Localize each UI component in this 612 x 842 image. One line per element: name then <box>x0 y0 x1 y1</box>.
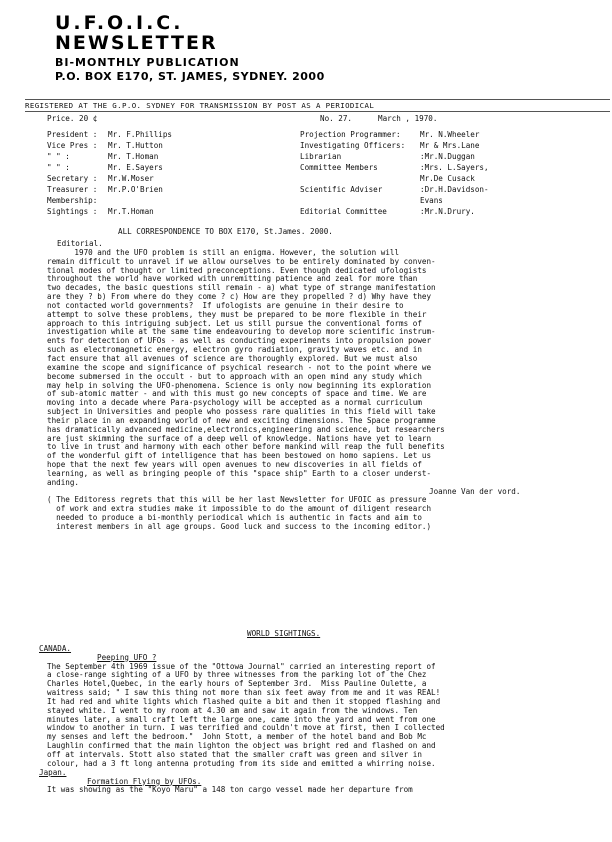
issue-price: Price. 20 ¢ <box>47 114 98 123</box>
editorial-line: two decades, the basic questions still remain - a) what type of strange manifestation <box>47 283 436 293</box>
report-line: It had red and white lights which flashed quite a bit and then it stopped flashing and <box>47 696 441 706</box>
officer-role: Treasurer : <box>47 185 98 194</box>
sightings-section <box>39 629 602 795</box>
report-line: stayed white. I went to my room at 4.30 am and saw it again from the windows. Ten <box>47 705 418 715</box>
country-canada: CANADA. <box>39 643 72 653</box>
canada-report <box>47 663 602 769</box>
editor-note-line: interest members in all age groups. Good luck and success to the incoming editor.) <box>47 522 432 531</box>
country-japan: Japan. <box>39 767 67 777</box>
editor-note <box>47 496 602 531</box>
officer-name: Mr.T.Homan <box>108 207 154 216</box>
issue-number: No. 27. <box>320 114 353 123</box>
editorial-line: subject in Universities and people who possess rare qualities in this field will take <box>47 407 436 417</box>
officer-name: Mr. T.Hutton <box>108 141 163 150</box>
editorial-line: are just skimming the surface of a deep well of knowledge. Nations have yet to learn <box>47 433 432 443</box>
masthead <box>55 14 325 83</box>
editorial-line: may help in solving the UFO-phenomena. Science is only now beginning its exploration <box>47 380 432 390</box>
officer-name: :Mrs. L.Sayers, <box>420 163 489 172</box>
editorial-line: approach to this intriguing subject. Let us still pursue the conventional forms of <box>47 318 422 328</box>
registration-banner: REGISTERED AT THE G.P.O. SYDNEY FOR TRANSMISSION BY POST AS A PERIODICAL <box>25 99 610 112</box>
editorial-line: has dramatically advanced medicine,electronics,engineering and science, but researchers <box>47 424 445 434</box>
subheading-peeping-ufo: Peeping UFO ? <box>97 652 157 662</box>
editorial-line: investigation while at the same time endeavouring to develop more scientific instrum- <box>47 327 436 337</box>
officer-role: Investigating Officers: <box>300 141 406 150</box>
officer-name: :Dr.H.Davidson- <box>420 185 489 194</box>
officer-name: Mr. T.Homan <box>108 152 159 161</box>
officer-role: " " : <box>47 152 70 161</box>
officer-role: Secretary : <box>47 174 98 183</box>
officer-name: Mr.W.Moser <box>108 174 154 183</box>
officer-role: Membership: <box>47 196 98 205</box>
editorial-line: attempt to solve these problems, they must be prepared to be more flexible in their <box>47 309 427 319</box>
subheading-formation-flying: Formation Flying by UFOs. <box>87 776 202 786</box>
officer-name: Mr. F.Phillips <box>108 130 173 139</box>
editorial-heading: Editorial. <box>57 239 103 248</box>
officer-role: Vice Pres : <box>47 141 98 150</box>
editor-note-line: ( The Editoress regrets that this will be her last Newsletter for UFOIC as pressure <box>47 495 427 505</box>
japan-report <box>47 786 602 795</box>
report-line: The September 4th 1969 issue of the "Ottowa Journal" carried an interesting report of <box>47 661 436 671</box>
officer-name: Mr.De Cusack <box>420 174 475 183</box>
report-line: Charles Hotel,Quebec, in the early hours of September 3rd. Miss Pauline Oulette, a <box>47 679 427 689</box>
editorial-line: anding. <box>47 477 80 487</box>
report-line: my senses and left the bedroom." John Stott, a member of the hotel band and Bob Mc <box>47 732 427 742</box>
editorial-line: moving into a decade where Para-psychology will be accepted as a normal curriculum <box>47 398 422 408</box>
officer-name: :Mr.N.Duggan <box>420 152 475 161</box>
officer-role: Sightings : <box>47 207 98 216</box>
editor-note-line: of work and extra studies make it impossible to do the amount of diligent research <box>47 504 432 514</box>
editorial-line: of sub-atomic matter - and with this must go new concepts of space and time. We are <box>47 389 427 399</box>
editorial-signature: Joanne Van der vord. <box>429 486 521 496</box>
editorial-line: fact ensure that all avenues of science are thoroughly explored. But we must also <box>47 353 418 363</box>
sightings-heading: WORLD SIGHTINGS. <box>247 629 321 638</box>
report-line: colour, had a 3 ft long antenna protuding from its side and emitted a whirring noise. <box>47 758 436 768</box>
officer-name: Evans <box>420 196 443 205</box>
report-line: a close-range sighting of a UFO by three witnesses from the parking lot of the Chez <box>47 670 427 680</box>
address-line: P.O. BOX E170, ST. JAMES, SYDNEY. 2000 <box>55 70 325 83</box>
editorial-line: are they ? b) From where do they come ? c) How are they propelled ? d) Why have they <box>47 292 432 302</box>
correspondence-line: ALL CORRESPONDENCE TO BOX E170, St.James. 2000. <box>118 227 333 236</box>
publication-line: BI-MONTHLY PUBLICATION <box>55 56 240 69</box>
officer-role: Scientific Adviser <box>300 185 383 194</box>
editorial-line: to live in trust and harmony with each other before mankind will reap the full benefits <box>47 442 445 452</box>
editorial-line: examine the scope and significance of psychical research - not to the point where we <box>47 362 432 372</box>
editorial-body <box>47 249 602 488</box>
officer-role: " " : <box>47 163 70 172</box>
editorial-section <box>47 240 602 532</box>
officer-role: President : <box>47 130 98 139</box>
officer-name: Mr & Mrs.Lane <box>420 141 480 150</box>
report-line: window to another in turn. I was terrified and couldn't move at first, then I collected <box>47 723 445 733</box>
editorial-line: tional modes of thought or limited preconceptions. Even though dedicated ufologists <box>47 265 427 275</box>
editorial-line: throughout the world have worked with unremitting patience and zeal for more than <box>47 274 418 284</box>
report-line: Laughlin confirmed that the main lighton the object was bright red and flashed on and <box>47 741 436 751</box>
masthead-title: U.F.O.I.C. <box>55 12 184 34</box>
officer-role: Projection Programmer: <box>300 130 401 139</box>
editorial-line: remain difficult to unravel if we allow ourselves to be entirely dominated by conven- <box>47 256 436 266</box>
editorial-line: of the wonderful gift of intelligence that has been bestowed on homo sapiens. Let us <box>47 451 432 461</box>
editorial-line: learning, as well as bringing people of this "space ship" Earth to a closer underst- <box>47 468 432 478</box>
editorial-line: become submersed in the occult - but to approach with an open mind any study which <box>47 371 422 381</box>
officer-name: Mr. E.Sayers <box>108 163 163 172</box>
editorial-line: not contacted world governments? If ufologists are genuine in their desire to <box>47 300 404 310</box>
editorial-line: 1970 and the UFO problem is still an enigma. However, the solution will <box>47 247 400 257</box>
officer-role: Editorial Committee <box>300 207 387 216</box>
editorial-line: ents for detection of UFOs - as well as conducting experiments into propulsion power <box>47 336 432 346</box>
editor-note-line: needed to produce a bi-monthly periodical which is authentic in facts and aim to <box>47 513 422 523</box>
issue-date: March , 1970. <box>378 114 438 123</box>
report-line: It was showing as the "Koyo Maru" a 148 ton cargo vessel made her departure from <box>47 785 413 795</box>
editorial-line: their place in an expanding world of new and exciting dimensions. The Space programme <box>47 415 436 425</box>
report-line: waitress said; " I saw this thing not more than six feet away from me and it was REAL! <box>47 688 441 698</box>
officer-role: Committee Members <box>300 163 378 172</box>
editorial-line: hope that the next few years will open avenues to new discoveries in all fields of <box>47 460 422 470</box>
report-line: minutes later, a small craft left the large one, came into the yard and went from one <box>47 714 436 724</box>
officer-name: :Mr.N.Drury. <box>420 207 475 216</box>
masthead-title-2: NEWSLETTER <box>55 32 218 54</box>
officer-role: Librarian <box>300 152 342 161</box>
officer-name: Mr. N.Wheeler <box>420 130 480 139</box>
report-line: off at intervals. Stott also stated that the smaller craft was green and silver in <box>47 749 422 759</box>
officer-name: Mr.P.O'Brien <box>108 185 163 194</box>
editorial-line: such as electromagnetic energy, electron gyro radiation, gravity waves etc. and in <box>47 345 422 355</box>
